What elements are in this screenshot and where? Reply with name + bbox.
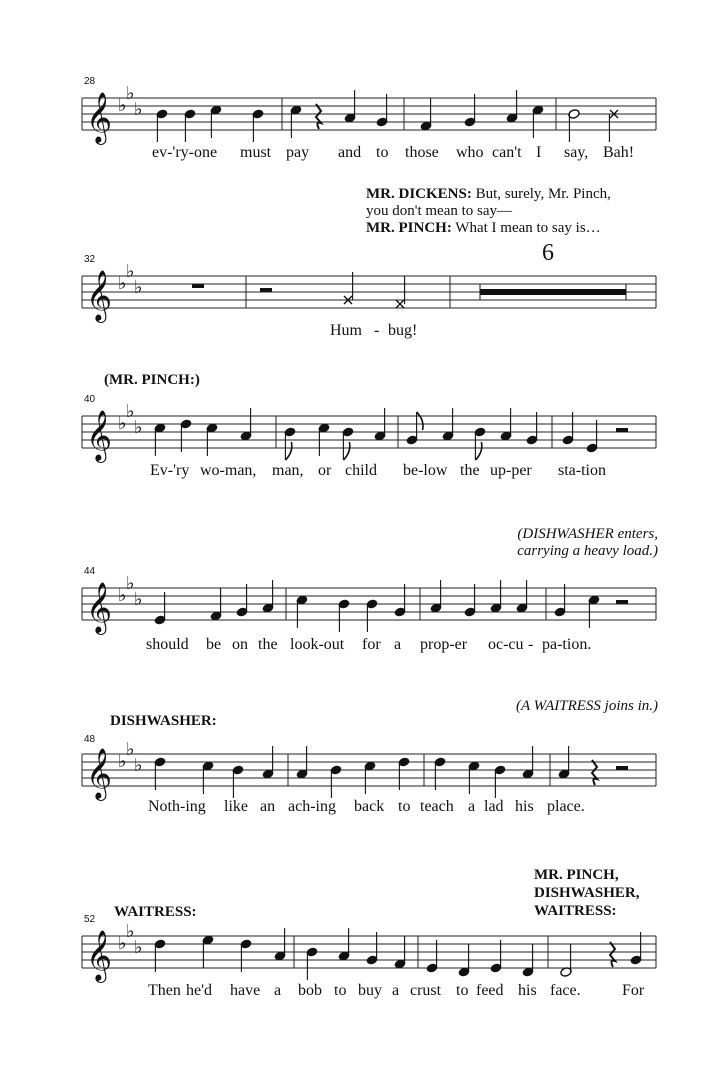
note [154, 757, 166, 790]
lyric-syllable: place. [547, 798, 585, 815]
lyric-syllable: I [536, 144, 542, 161]
lyric-syllable: to [376, 144, 389, 161]
quarter-rest [610, 942, 615, 967]
character-name: MR. PINCH, [534, 867, 619, 883]
speaker-name: MR. DICKENS: [366, 186, 472, 202]
character-name: (MR. PINCH:) [104, 372, 200, 388]
lyric-syllable: wo-man, [200, 462, 257, 479]
note [558, 746, 570, 779]
lyric-syllable: Noth-ing [148, 798, 206, 815]
note [468, 761, 480, 794]
flat-icon: ♭ [126, 83, 135, 104]
flat-icon: ♭ [126, 739, 135, 760]
lyric-syllable: on [232, 636, 248, 653]
note [532, 105, 544, 138]
note [464, 94, 476, 127]
note [458, 944, 470, 977]
note [344, 90, 356, 123]
note [342, 427, 354, 460]
note [522, 746, 534, 779]
multi-measure-rest-bar [480, 289, 626, 295]
note [252, 109, 264, 142]
note [490, 580, 502, 613]
note [240, 408, 252, 441]
lyric-syllable: a [274, 982, 282, 999]
flat-icon: ♭ [118, 933, 127, 954]
multi-measure-rest-count: 6 [542, 240, 554, 266]
half-rest [616, 600, 628, 604]
note [442, 408, 454, 441]
half-rest [616, 766, 628, 770]
lyric-syllable: or [318, 462, 332, 479]
lyric-syllable: child [345, 462, 377, 479]
lyric-syllable: ev-'ry-one [152, 144, 218, 161]
treble-clef-icon: 𝄞 [86, 92, 113, 143]
direction-line: carrying a heavy load.) [517, 543, 658, 559]
measure-number: 32 [84, 254, 96, 265]
lyric-syllable: - [528, 636, 534, 653]
lyric-syllable: must [240, 144, 272, 161]
lyric-syllable: back [354, 798, 385, 815]
treble-clef-icon: 𝄞 [86, 748, 113, 799]
note [500, 408, 512, 441]
quarter-rest [316, 104, 321, 129]
flat-icon: ♭ [134, 277, 143, 298]
note [374, 408, 386, 441]
lyric-syllable: the [460, 462, 480, 479]
note [426, 940, 438, 973]
half-rest [260, 288, 272, 292]
half-rest [616, 428, 628, 432]
lyric-syllable: be [206, 636, 222, 653]
lyric-syllable: lad [484, 798, 504, 815]
staff-system-5 [0, 724, 718, 834]
note [506, 90, 518, 123]
lyric-syllable: and [338, 144, 362, 161]
lyric-syllable: can't [492, 144, 522, 161]
lyric-syllable: sta-tion [558, 462, 606, 479]
flat-icon: ♭ [134, 589, 143, 610]
note [630, 932, 642, 965]
lyric-syllable: bug! [388, 322, 418, 339]
note [568, 109, 580, 142]
note [516, 580, 528, 613]
direction-line: (A WAITRESS joins in.) [516, 698, 658, 714]
flat-icon: ♭ [126, 401, 135, 422]
note [430, 580, 442, 613]
note [560, 944, 572, 977]
note-flag [475, 442, 481, 460]
note [180, 419, 192, 452]
note [364, 761, 376, 794]
note-flag [343, 442, 349, 460]
note [232, 765, 244, 798]
note [210, 588, 222, 621]
lyric-syllable: For [622, 982, 645, 999]
note [366, 932, 378, 965]
note [154, 592, 166, 625]
note [330, 765, 342, 798]
note [338, 928, 350, 961]
note [609, 110, 618, 142]
note [344, 272, 353, 304]
note-flag [285, 442, 291, 460]
note [474, 427, 486, 460]
lyric-syllable: should [146, 636, 189, 653]
lyric-syllable: pay [286, 144, 310, 161]
speech-text: But, surely, Mr. Pinch, [471, 186, 611, 202]
note [586, 420, 598, 453]
lyric-syllable: his [518, 982, 537, 999]
quarter-rest [592, 760, 597, 785]
lyric-syllable: his [515, 798, 534, 815]
lyric-syllable: look-out [290, 636, 345, 653]
flat-icon: ♭ [134, 937, 143, 958]
direction-line: (DISHWASHER enters, [517, 526, 658, 542]
spoken-dialogue [366, 186, 611, 237]
lyric-syllable: a [392, 982, 400, 999]
lyric-syllable: to [398, 798, 411, 815]
flat-icon: ♭ [134, 99, 143, 120]
note [522, 944, 534, 977]
lyric-syllable: Hum [330, 322, 362, 339]
lyric-syllable: teach [420, 798, 454, 815]
lyric-syllable: be-low [403, 462, 448, 479]
lyric-syllable: ach-ing [288, 798, 336, 815]
lyric-syllable: a [394, 636, 402, 653]
note [398, 757, 410, 790]
note [490, 940, 502, 973]
note [154, 423, 166, 456]
measure-number: 40 [84, 394, 96, 405]
note [296, 595, 308, 628]
note [202, 935, 214, 968]
note [154, 939, 166, 972]
flat-icon: ♭ [126, 921, 135, 942]
lyric-syllable: pa-tion. [542, 636, 592, 653]
note [494, 765, 506, 798]
lyric-syllable: like [224, 798, 248, 815]
lyric-syllable: those [405, 144, 439, 161]
lyric-syllable: bob [298, 982, 322, 999]
note [202, 761, 214, 794]
lyric-syllable: Then [148, 982, 181, 999]
lyric-syllable: - [374, 322, 380, 339]
lyric-syllable: the [258, 636, 278, 653]
note [366, 599, 378, 632]
treble-clef-icon: 𝄞 [86, 270, 113, 321]
note [262, 580, 274, 613]
flat-icon: ♭ [134, 417, 143, 438]
note [284, 427, 296, 460]
note [236, 584, 248, 617]
lyric-syllable: to [334, 982, 347, 999]
speech-text: you don't mean to say— [366, 203, 513, 219]
note [184, 109, 196, 142]
note [206, 423, 218, 456]
lyric-syllable: a [468, 798, 476, 815]
note [296, 746, 308, 779]
lyric-syllable: have [230, 982, 261, 999]
staff-system-4 [0, 558, 718, 668]
lyric-syllable: an [260, 798, 276, 815]
note [554, 584, 566, 617]
flat-icon: ♭ [126, 573, 135, 594]
character-name: WAITRESS: [534, 903, 617, 919]
note [290, 105, 302, 138]
measure-number: 48 [84, 734, 96, 745]
lyric-syllable: to [456, 982, 469, 999]
note [210, 105, 222, 138]
note [526, 412, 538, 445]
lyric-syllable: buy [358, 982, 382, 999]
x-notehead [396, 300, 404, 308]
note [274, 928, 286, 961]
note [434, 757, 446, 790]
note [588, 595, 600, 628]
whole-rest [192, 284, 204, 288]
note [464, 584, 476, 617]
note [240, 939, 252, 972]
lyric-syllable: crust [410, 982, 442, 999]
lyric-syllable: say, [564, 144, 589, 161]
speech-text: What I mean to say is… [451, 220, 601, 236]
character-name: DISHWASHER, [534, 885, 640, 901]
treble-clef-icon: 𝄞 [86, 582, 113, 633]
note [262, 746, 274, 779]
note [376, 94, 388, 127]
flat-icon: ♭ [126, 261, 135, 282]
flat-icon: ♭ [118, 751, 127, 772]
lyric-syllable: feed [476, 982, 504, 999]
flat-icon: ♭ [134, 755, 143, 776]
lyric-syllable: prop-er [420, 636, 468, 653]
flat-icon: ♭ [118, 273, 127, 294]
measure-number: 52 [84, 914, 96, 925]
measure-number: 28 [84, 76, 96, 87]
note [156, 109, 168, 142]
note [318, 423, 330, 456]
note [338, 599, 350, 632]
lyric-syllable: oc-cu [488, 636, 524, 653]
note [394, 936, 406, 969]
stage-direction [517, 526, 658, 560]
lyric-syllable: he'd [186, 982, 212, 999]
note [306, 947, 318, 980]
measure-number: 44 [84, 566, 96, 577]
speaker-name: MR. PINCH: [366, 220, 452, 236]
note [562, 412, 574, 445]
flat-icon: ♭ [118, 413, 127, 434]
note-flag [417, 412, 423, 430]
stage-direction [516, 698, 658, 715]
lyric-syllable: face. [550, 982, 581, 999]
lyric-syllable: for [362, 636, 381, 653]
lyric-syllable: man, [272, 462, 304, 479]
note [420, 98, 432, 131]
flat-icon: ♭ [118, 585, 127, 606]
treble-clef-icon: 𝄞 [86, 930, 113, 981]
flat-icon: ♭ [118, 95, 127, 116]
character-name: DISHWASHER: [110, 713, 217, 729]
lyric-syllable: Bah! [603, 144, 635, 161]
lyric-syllable: up-per [490, 462, 532, 479]
note [394, 584, 406, 617]
lyric-syllable: Ev-'ry [150, 462, 190, 479]
character-name: WAITRESS: [114, 904, 197, 920]
lyric-syllable: who [456, 144, 484, 161]
treble-clef-icon: 𝄞 [86, 410, 113, 461]
